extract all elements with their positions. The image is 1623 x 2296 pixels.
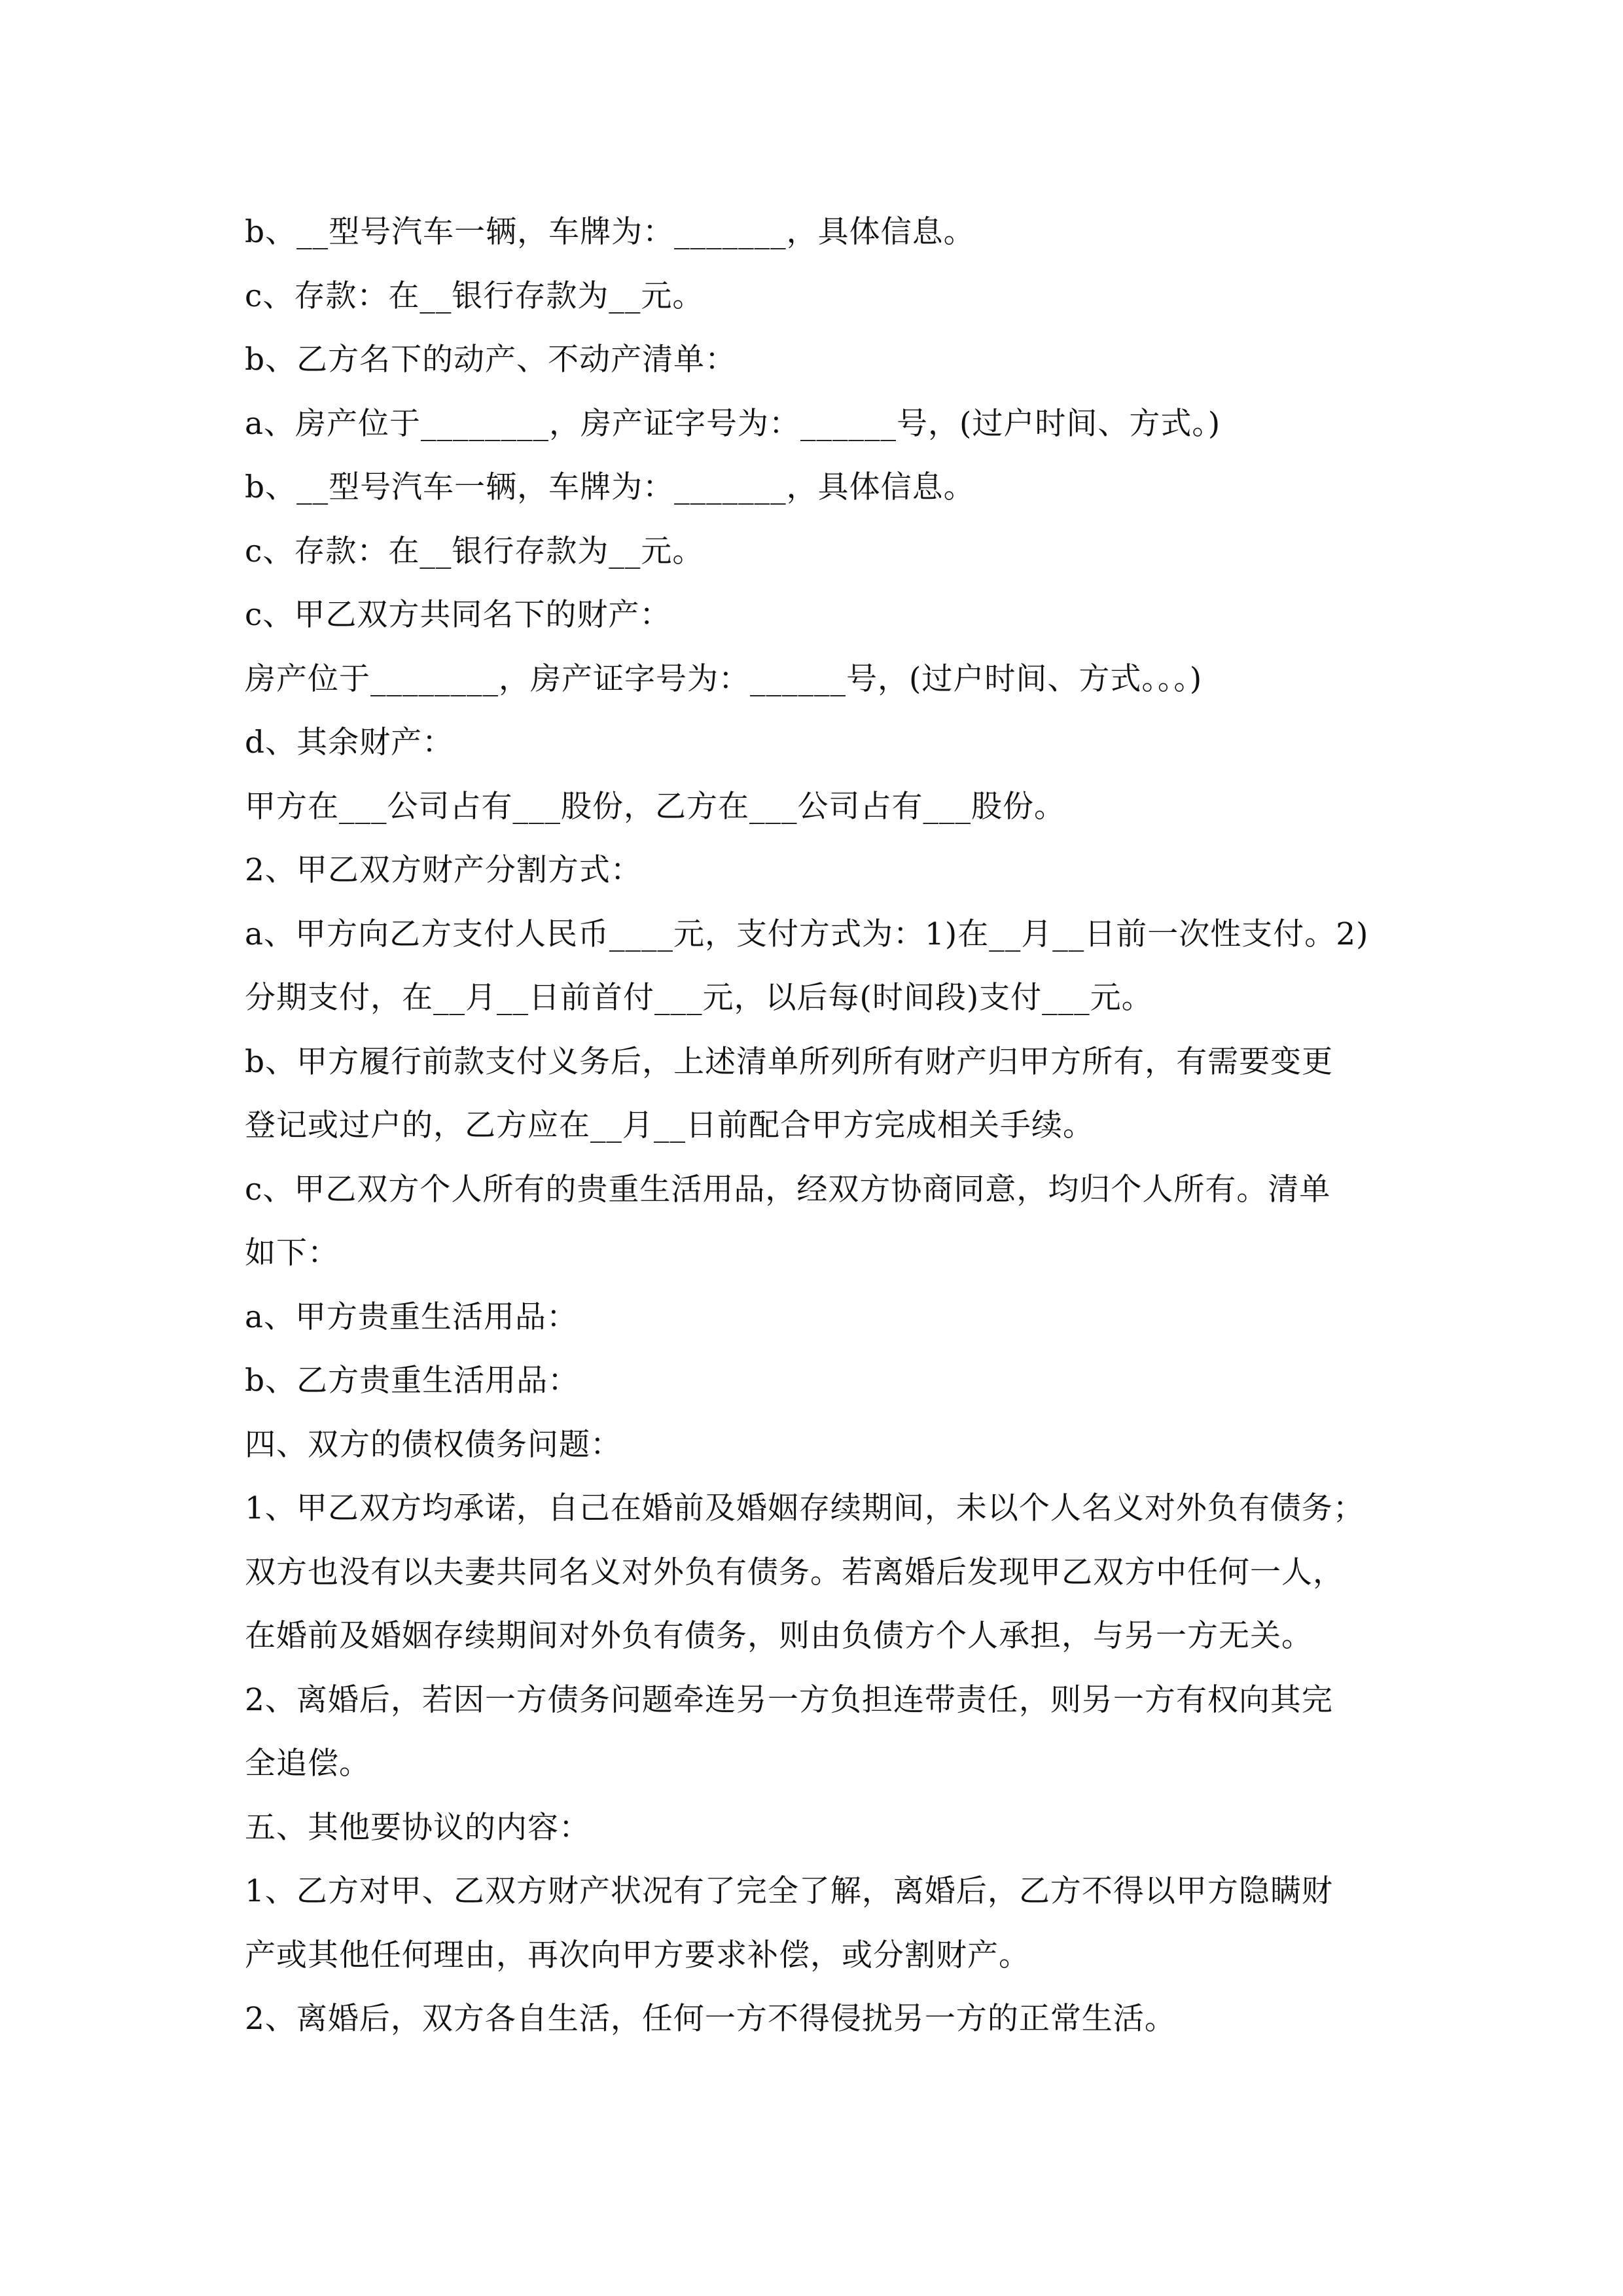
text-line: 1、乙方对甲、乙双方财产状况有了完全了解，离婚后，乙方不得以甲方隐瞒财 — [245, 1873, 1333, 1909]
document-body — [245, 200, 1403, 2051]
text-line: 登记或过户的，乙方应在__月__日前配合甲方完成相关手续。 — [245, 1107, 1094, 1143]
text-line: 甲方在___公司占有___股份，乙方在___公司占有___股份。 — [245, 788, 1065, 825]
text-line: 双方也没有以夫妻共同名义对外负有债务。若离婚后发现甲乙双方中任何一人， — [245, 1554, 1344, 1590]
text-line: b、乙方贵重生活用品： — [245, 1363, 580, 1399]
text-line: 在婚前及婚姻存续期间对外负有债务，则由负债方个人承担，与另一方无关。 — [245, 1618, 1313, 1654]
text-line: 2、离婚后，若因一方债务问题牵连另一方负担连带责任，则另一方有权向其完 — [245, 1681, 1333, 1718]
text-line: b、甲方履行前款支付义务后，上述清单所列所有财产归甲方所有，有需要变更 — [245, 1043, 1334, 1080]
text-line: a、房产位于________，房产证字号为：______号，(过户时间、方式。) — [245, 405, 1221, 442]
text-line: 如下： — [245, 1235, 339, 1271]
section-heading: 四、双方的债权债务问题： — [245, 1426, 622, 1463]
text-line: d、其余财产： — [245, 725, 454, 761]
text-line: 分期支付，在__月__日前首付___元，以后每(时间段)支付___元。 — [245, 980, 1153, 1016]
text-line: 2、甲乙双方财产分割方式： — [245, 852, 642, 888]
text-line: c、甲乙双方共同名下的财产： — [245, 597, 671, 633]
text-line: 全追偿。 — [245, 1746, 370, 1782]
text-line: c、存款：在__银行存款为__元。 — [245, 278, 704, 314]
text-line: 1、甲乙双方均承诺，自己在婚前及婚姻存续期间，未以个人名义对外负有债务； — [245, 1490, 1364, 1526]
text-line: b、__型号汽车一辆，车牌为：_______，具体信息。 — [245, 214, 975, 250]
text-line: 2、离婚后，双方各自生活，任何一方不得侵扰另一方的正常生活。 — [245, 2001, 1176, 2037]
text-line: 产或其他任何理由，再次向甲方要求补偿，或分割财产。 — [245, 1937, 1030, 1973]
section-heading: 五、其他要协议的内容： — [245, 1809, 590, 1846]
text-line: a、甲方贵重生活用品： — [245, 1299, 579, 1335]
text-line: b、乙方名下的动产、不动产清单： — [245, 342, 737, 378]
text-line: 房产位于________，房产证字号为：______号，(过户时间、方式。。。) — [245, 660, 1203, 697]
text-line: c、甲乙双方个人所有的贵重生活用品，经双方协商同意，均归个人所有。清单 — [245, 1171, 1331, 1208]
text-line: b、__型号汽车一辆，车牌为：_______，具体信息。 — [245, 469, 975, 505]
text-line: c、存款：在__银行存款为__元。 — [245, 533, 704, 569]
text-line: a、甲方向乙方支付人民币____元，支付方式为：1)在__月__日前一次性支付。2) — [245, 916, 1369, 952]
